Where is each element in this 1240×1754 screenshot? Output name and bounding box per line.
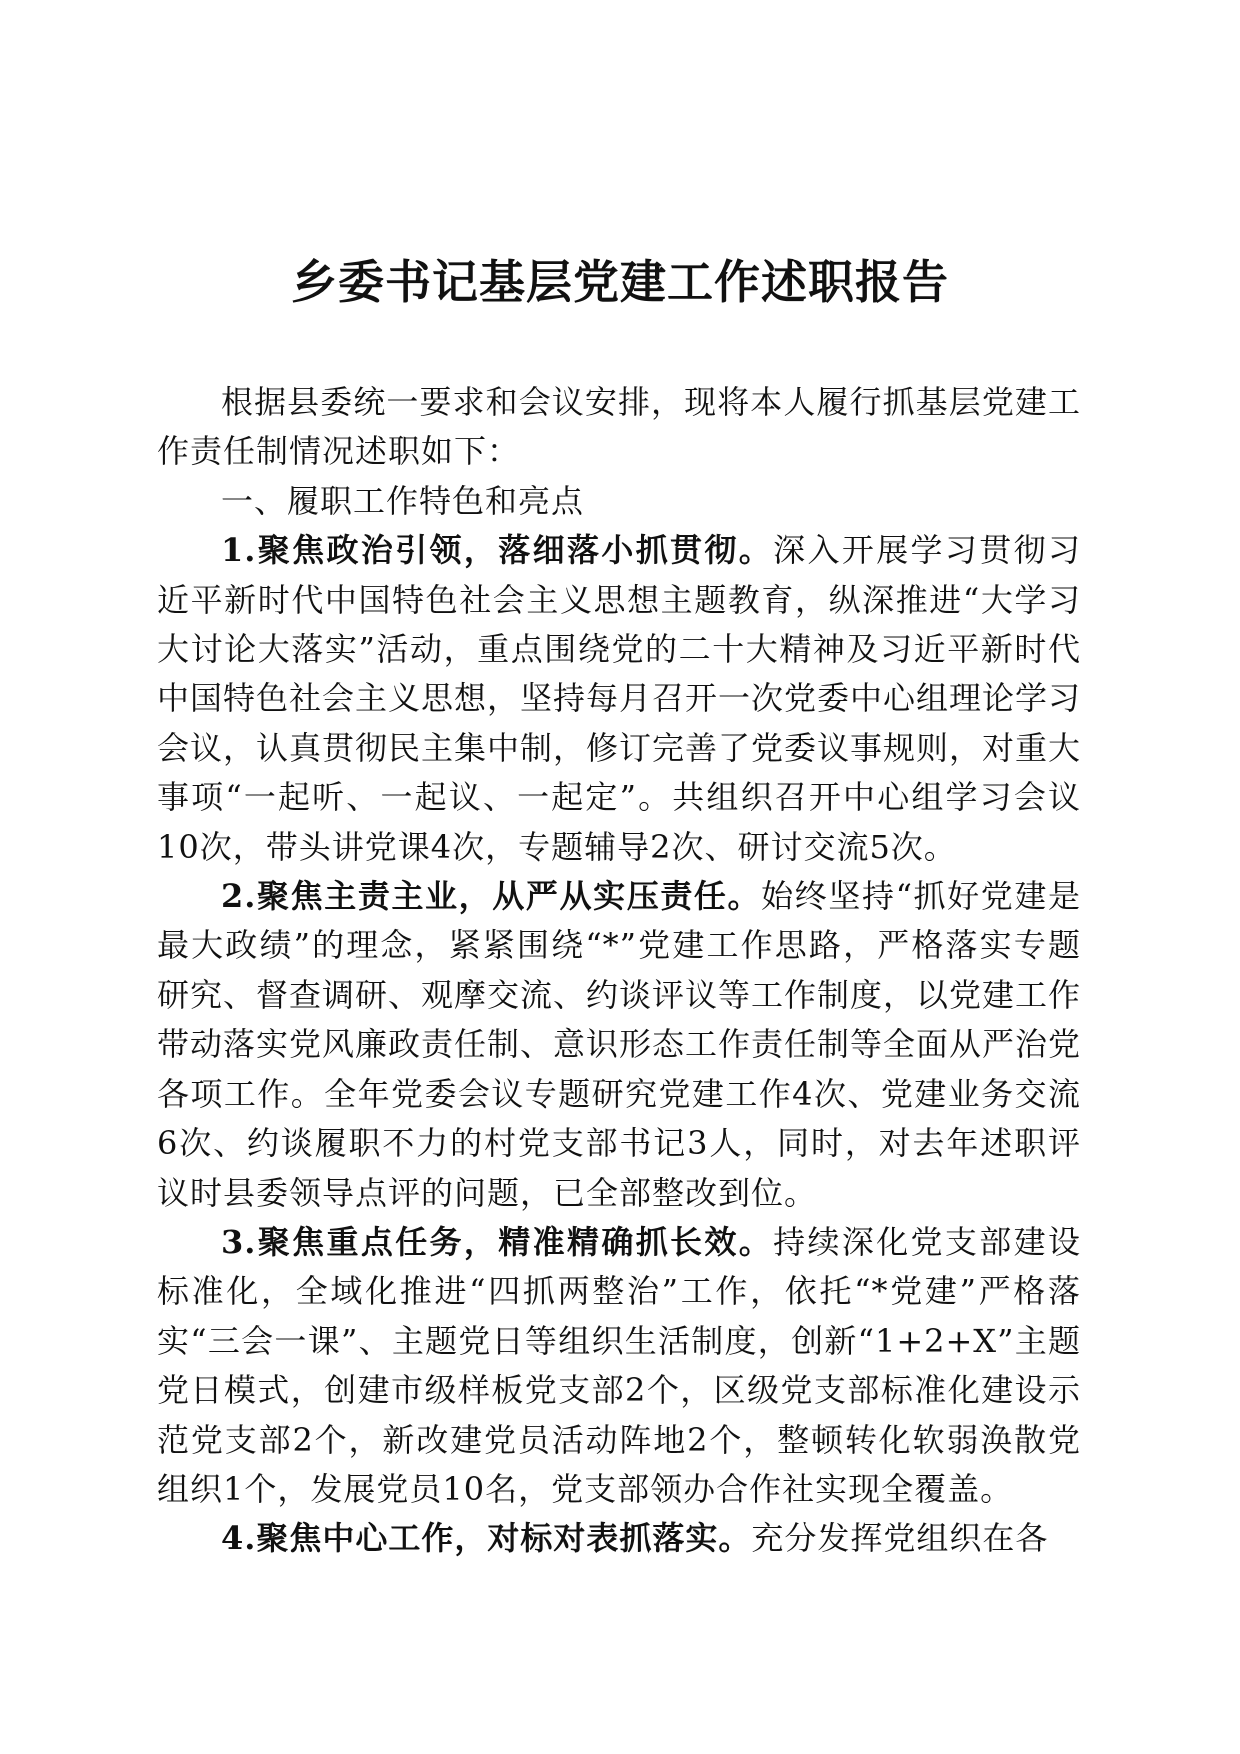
item-lead: 1.聚焦政治引领，落细落小抓贯彻。 <box>221 531 774 570</box>
item-text: 持续深化党支部建设标准化，全域化推进“四抓两整治”工作，依托“*党建”严格落实“三会一课”、主题党日等组织生活制度，创新“1+2+X”主题党日模式，创建市级样板党支部2个，区级党支部标准化建设示范党支部2个，新改建党员活动阵地2个，整顿转化软弱涣散党组织1个，发展党员10名，党支部领办合作社实现全覆盖。 <box>157 1222 1081 1508</box>
list-item <box>157 1514 1081 1563</box>
list-item <box>157 526 1081 872</box>
document-body <box>157 378 1081 1564</box>
intro-paragraph: 根据县委统一要求和会议安排，现将本人履行抓基层党建工作责任制情况述职如下： <box>157 383 1081 471</box>
item-lead: 4.聚焦中心工作，对标对表抓落实。 <box>221 1519 752 1558</box>
item-lead: 2.聚焦主责主业，从严从实压责任。 <box>221 877 762 916</box>
list-item <box>157 872 1081 1218</box>
item-lead: 3.聚焦重点任务，精准精确抓长效。 <box>221 1222 774 1261</box>
section-heading: 一、履职工作特色和亮点 <box>221 481 585 520</box>
list-item <box>157 1218 1081 1514</box>
item-text: 深入开展学习贯彻习近平新时代中国特色社会主义思想主题教育，纵深推进“大学习大讨论大落实”活动，重点围绕党的二十大精神及习近平新时代中国特色社会主义思想，坚持每月召开一次党委中心组理论学习会议，认真贯彻民主集中制，修订完善了党委议事规则，对重大事项“一起听、一起议、一起定”。共组织召开中心组学习会议10次，带头讲党课4次，专题辅导2次、研讨交流5次。 <box>157 531 1082 866</box>
item-text: 充分发挥党组织在各 <box>751 1519 1049 1558</box>
page-title: 乡委书记基层党建工作述职报告 <box>291 255 949 309</box>
item-text: 始终坚持“抓好党建是最大政绩”的理念，紧紧围绕“*”党建工作思路，严格落实专题研究、督查调研、观摩交流、约谈评议等工作制度，以党建工作带动落实党风廉政责任制、意识形态工作责任制等全面从严治党各项工作。全年党委会议专题研究党建工作4次、党建业务交流6次、约谈履职不力的村党支部书记3人，同时，对去年述职评议时县委领导点评的问题，已全部整改到位。 <box>157 877 1082 1212</box>
